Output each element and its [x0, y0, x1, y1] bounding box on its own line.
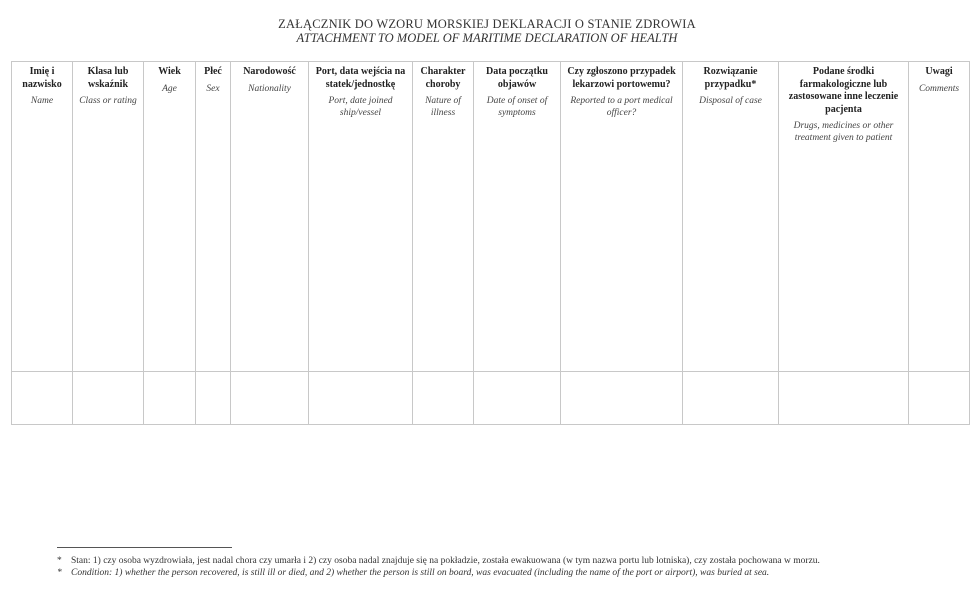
- column-header-label: Imię i nazwisko: [22, 66, 62, 90]
- column-header-nationality: [231, 62, 309, 372]
- health-declaration-table: [11, 61, 970, 425]
- footnote-english-text: Condition: 1) whether the person recovered, is still ill or died, and 2) whether the person is still on board, was evacuated (including the name of the port or airport), was buried at sea.: [71, 568, 770, 578]
- column-header-label: Klasa lub wskaźnik: [87, 66, 129, 90]
- column-header-translation: Port, date joined ship/vessel: [328, 96, 393, 118]
- column-header-treatment: [779, 62, 909, 372]
- entry-cell-sex[interactable]: [196, 372, 231, 425]
- column-header-label: Port, data wejścia na statek/jednostkę: [315, 66, 406, 90]
- column-header-translation: Nature of illness: [425, 96, 461, 118]
- header-row: [12, 62, 970, 372]
- column-header-label: Narodowość: [243, 66, 296, 77]
- footnote-divider: [57, 547, 232, 548]
- column-header-label: Charakter choroby: [420, 66, 466, 90]
- entry-cell-date-of-onset[interactable]: [474, 372, 561, 425]
- title-english: ATTACHMENT TO MODEL OF MARITIME DECLARATION OF HEALTH: [296, 31, 678, 45]
- entry-cell-treatment[interactable]: [779, 372, 909, 425]
- table-row: [12, 372, 970, 425]
- entry-cell-disposal[interactable]: [683, 372, 779, 425]
- column-header-reported-to-port-officer: [561, 62, 683, 372]
- column-header-label: Podane środki farmakologiczne lub zastosowane inne leczenie pacjenta: [788, 66, 899, 115]
- column-header-label: Uwagi: [925, 66, 953, 77]
- footnote-english: [57, 567, 769, 579]
- column-header-class: [73, 62, 144, 372]
- entry-cell-reported[interactable]: [561, 372, 683, 425]
- footnote-polish-text: Stan: 1) czy osoba wyzdrowiała, jest nadal chora czy umarła i 2) czy osoba nadal znajduje się na pokładzie, została ewakuowana (w tym nazwa portu lub lotniska), czy została pochowana w morzu.: [71, 556, 820, 566]
- column-header-translation: Reported to a port medical officer?: [570, 96, 673, 118]
- column-header-translation: Age: [162, 83, 177, 94]
- footnote-polish: [57, 555, 820, 567]
- column-header-nature-of-illness: [413, 62, 474, 372]
- column-header-translation: Class or rating: [79, 96, 137, 106]
- entry-cell-port-date-joined[interactable]: [309, 372, 413, 425]
- column-header-translation: Date of onset of symptoms: [486, 96, 548, 118]
- entry-cell-comments[interactable]: [909, 372, 970, 425]
- entry-cell-name[interactable]: [12, 372, 73, 425]
- column-header-port-date-joined: [309, 62, 413, 372]
- column-header-translation: Comments: [918, 83, 960, 94]
- column-header-translation: Drugs, medicines or other treatment given to patient: [793, 121, 894, 143]
- column-header-translation: Name: [30, 96, 54, 106]
- column-header-age: [144, 62, 196, 372]
- column-header-label: Wiek: [158, 66, 181, 77]
- column-header-name: [12, 62, 73, 372]
- column-header-translation: Disposal of case: [699, 96, 762, 106]
- column-header-label: Rozwiązanie przypadku*: [703, 66, 758, 90]
- entry-cell-nature-of-illness[interactable]: [413, 372, 474, 425]
- column-header-label: Data początku objawów: [486, 66, 548, 90]
- column-header-disposal-of-case: [683, 62, 779, 372]
- document-title: [0, 17, 974, 45]
- column-header-translation: Nationality: [248, 83, 291, 94]
- column-header-label: Płeć: [204, 66, 222, 77]
- column-header-comments: [909, 62, 970, 372]
- title-polish: ZAŁĄCZNIK DO WZORU MORSKIEJ DEKLARACJI O STANIE ZDROWIA: [278, 17, 696, 31]
- entry-cell-age[interactable]: [144, 372, 196, 425]
- entry-cell-class[interactable]: [73, 372, 144, 425]
- column-header-label: Czy zgłoszono przypadek lekarzowi portowemu?: [567, 66, 676, 90]
- footnote-mark: *: [57, 556, 62, 566]
- footnote-mark: *: [57, 568, 62, 578]
- column-header-translation: Sex: [206, 83, 220, 94]
- column-header-date-of-onset: [474, 62, 561, 372]
- column-header-sex: [196, 62, 231, 372]
- entry-cell-nationality[interactable]: [231, 372, 309, 425]
